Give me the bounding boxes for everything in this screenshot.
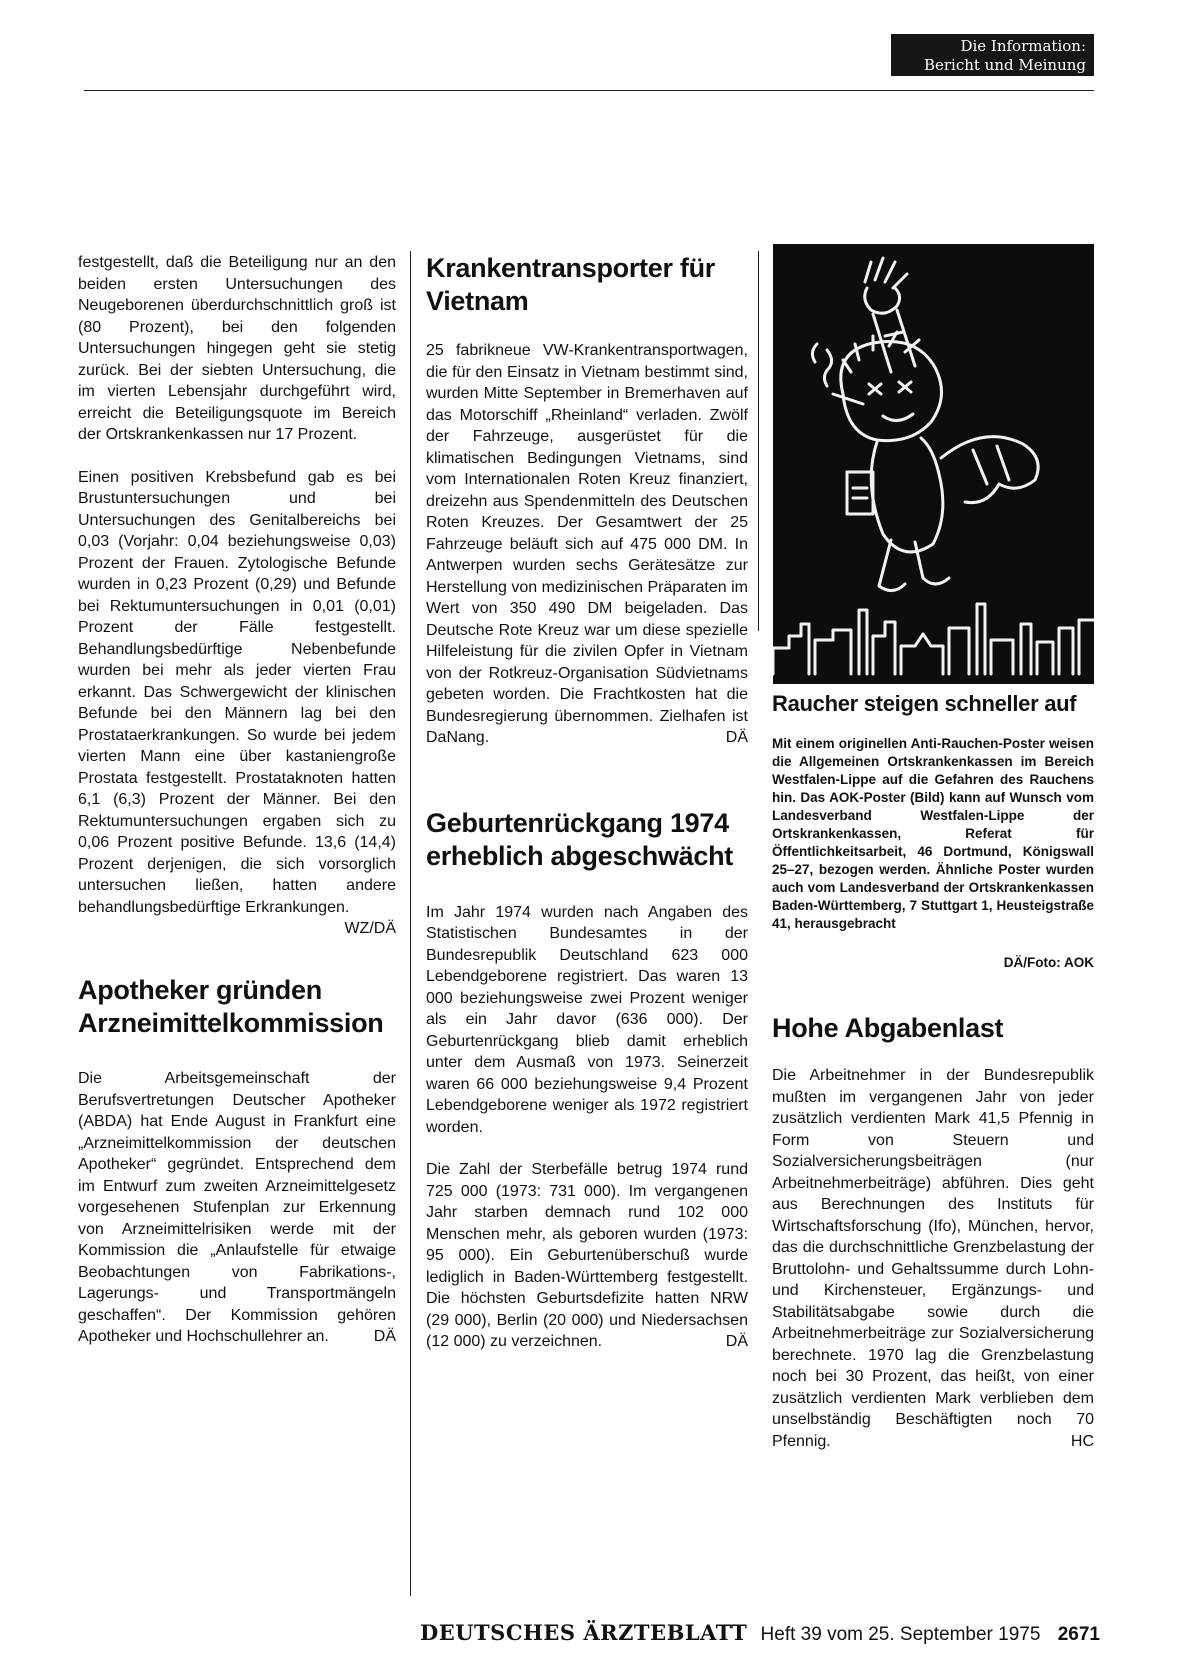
section-tag-line2: Bericht und Meinung — [923, 56, 1086, 74]
headline-raucher: Raucher steigen schneller auf — [772, 691, 1077, 716]
headline-geburtenrueckgang: Geburtenrückgang 1974 erheblich abgeschwächt — [426, 807, 733, 871]
column-2 — [426, 252, 748, 1353]
section-tag — [891, 34, 1094, 76]
page-footer — [420, 1621, 1100, 1647]
cigarette-angel-illustration — [773, 244, 1094, 684]
article-signature: WZ/DÄ — [344, 920, 396, 937]
headline-abgabenlast: Hohe Abgabenlast — [772, 1013, 1004, 1043]
column-1 — [78, 252, 396, 1348]
article-continuation-paragraph-2 — [78, 467, 396, 937]
page-number: 2671 — [1057, 1624, 1100, 1645]
journal-masthead: DEUTSCHES ÄRZTEBLATT — [420, 1620, 748, 1645]
section-tag-line1: Die Information: — [960, 37, 1086, 55]
article-continuation-paragraph-1: festgestellt, daß die Beteiligung nur an den beiden ersten Untersuchungen des Neugeborenen überdurchschnittlich groß ist (80 Prozent), bei den folgenden Untersuchungen hingegen geht sie stetig zurück. Bei der siebten Untersuchung, die im vierten Lebensjahr durchgeführt wird, erreicht die Beteiligungsquote im Bereich der Ortskrankenkassen nur 17 Prozent. — [78, 254, 396, 443]
geburten-paragraph-1: Im Jahr 1974 wurden nach Angaben des Statistischen Bundesamtes in der Bundesrepublik Deutschland 623 000 Lebendgeborene registriert. Das waren 13 000 beziehungsweise zwei Prozent weniger als ein Jahr davor (636 000). Der Geburtenrückgang blieb damit erheblich unter dem Ausmaß von 1973. Seinerzeit waren 66 000 beziehungsweise 9,4 Prozent Lebendgeborene weniger als 1972 registriert worden. — [426, 903, 748, 1136]
poster-caption: Mit einem originellen Anti-Rauchen-Poster weisen die Allgemeinen Ortskrankenkassen im Bereich Westfalen-Lippe auf die Gefahren des Rauchens hin. Das AOK-Poster (Bild) kann auf Wunsch vom Landesverband Westfalen-Lippe der Ortskrankenkassen, Referat für Öffentlichkeitsarbeit, 46 Dortmund, Königswall 25–27, bezogen werden. Ähnliche Poster wurden auch vom Landesverband der Ortskrankenkassen Baden-Württemberg, 7 Stuttgart 1, Heusteigstraße 41, herausgebracht — [772, 736, 1094, 931]
anti-smoking-poster-image — [773, 244, 1094, 684]
headline-krankentransporter: Krankentransporter für Vietnam — [426, 253, 715, 316]
column-divider-1 — [410, 251, 411, 1596]
article-body-abgabenlast — [772, 1065, 1094, 1452]
issue-info: Heft 39 vom 25. September 1975 — [760, 1624, 1041, 1645]
krankentransporter-text: 25 fabrikneue VW-Krankentransportwagen, die für den Einsatz in Vietnam bestimmt sind, wurden Mitte September in Bremerhaven auf das Motorschiff „Rheinland“ verladen. Zwölf der Fahrzeuge, ausgerüstet für die klimatischen Bedingungen Vietnams, sind vom Internationalen Roten Kreuz finanziert, dreizehn aus Spendenmitteln des Deutschen Roten Kreuzes. Der Gesamtwert der 25 Fahrzeuge beläuft sich auf 475 000 DM. In Antwerpen wurden sechs Gerätesätze zur Herstellung von medizinischen Präparaten im Wert von 350 490 DM beigeladen. Das Deutsche Rote Kreuz war um diese spezielle Hilfeleistung für die zivilen Opfer in Vietnam von der Rotkreuz-Organisation Südvietnams gebeten worden. Die Frachtkosten hat die Bundesregierung übernommen. Zielhafen ist DaNang. — [426, 342, 748, 746]
abgabenlast-signature: HC — [1070, 1432, 1094, 1450]
column-3 — [772, 690, 1094, 1452]
apotheker-text: Die Arbeitsgemeinschaft der Berufsvertretungen Deutscher Apotheker (ABDA) hat Ende August in Frankfurt eine „Arzneimittelkommission der deutschen Apotheker“ gegründet. Entsprechend dem im Entwurf zum zweiten Arzneimittelgesetz vorgesehenen Stufenplan zur Erkennung von Arzneimittelrisiken werde mit der Kommission die „Anlaufstelle für etwaige Beobachtungen von Fabrikations-, Lagerungs- und Transportmängeln geschaffen“. Der Kommission gehören Apotheker und Hochschullehrer an. — [78, 1070, 396, 1345]
headline-apotheker: Apotheker gründen Arzneimittelkommission — [78, 975, 384, 1038]
article-continuation-text: Einen positiven Krebsbefund gab es bei Brustuntersuchungen und bei Untersuchungen des Genitalbereichs bei 0,03 (Vorjahr: 0,04 beziehungsweise 0,03) Prozent der Frauen. Zytologische Befunde wurden in 0,23 Prozent (0,29) und Befunde bei Rektumuntersuchungen in 0,01 (0,01) Prozent der Fälle festgestellt. Behandlungsbedürftige Nebenbefunde wurden bei mehr als jeder vierten Frau erkannt. Das Schwergewicht der klinischen Befunde bei den Männern lag bei den Prostataerkrankungen. So wurde bei jedem vierten Mann eine über kastaniengroße Prostata festgestellt. Prostataknoten hatten 6,1 (6,3) Prozent der Männer. Bei den Rektumuntersuchungen ergaben sich zu 0,06 Prozent positive Befunde. 13,6 (14,4) Prozent derjenigen, die sich vorsorglich untersuchen ließen, hatten andere behandlungsbedürftige Erkrankungen. — [78, 468, 396, 916]
geburten-paragraph-2 — [426, 1159, 748, 1353]
photo-credit: DÄ/Foto: AOK — [1003, 955, 1094, 970]
apotheker-signature: DÄ — [373, 1328, 396, 1345]
article-body-apotheker — [78, 1068, 396, 1348]
article-body-krankentransporter — [426, 340, 748, 749]
krankentransporter-signature: DÄ — [725, 729, 748, 746]
header-rule — [84, 90, 1094, 91]
abgabenlast-text: Die Arbeitnehmer in der Bundesrepublik mußten im vergangenen Jahr von jeder zusätzlich verdienten Mark 41,5 Pfennig in Form von Steuern und Sozialversicherungsbeiträgen (nur Arbeitnehmerbeiträge) abführen. Dies geht aus Berechnungen des Instituts für Wirtschaftsforschung (Ifo), München, hervor, das die durchschnittliche Grenzbelastung der Bruttolohn- und Gehaltssumme durch Lohn- und Kirchensteuer, Ergänzungs- und Stabilitätsabgabe sowie durch die Arbeitnehmerbeiträge zur Sozialversicherung berechnete. 1970 lag die Grenzbelastung noch bei 30 Prozent, das heißt, von einer zusätzlich verdienten Mark verblieben dem unselbständig Beschäftigten noch 70 Pfennig. — [772, 1067, 1094, 1450]
geburten-text: Die Zahl der Sterbefälle betrug 1974 rund 725 000 (1973: 731 000). Im vergangenen Jahr starben demnach rund 102 000 Menschen mehr, als geboren wurden (1973: 95 000). Ein Geburtenüberschuß wurde lediglich in Baden-Württemberg festgestellt. Die höchsten Geburtsdefizite hatten NRW (29 000), Berlin (20 000) und Niedersachsen (12 000) zu verzeichnen. — [426, 1161, 748, 1350]
column-divider-2 — [758, 251, 759, 631]
geburten-signature: DÄ — [725, 1333, 748, 1350]
